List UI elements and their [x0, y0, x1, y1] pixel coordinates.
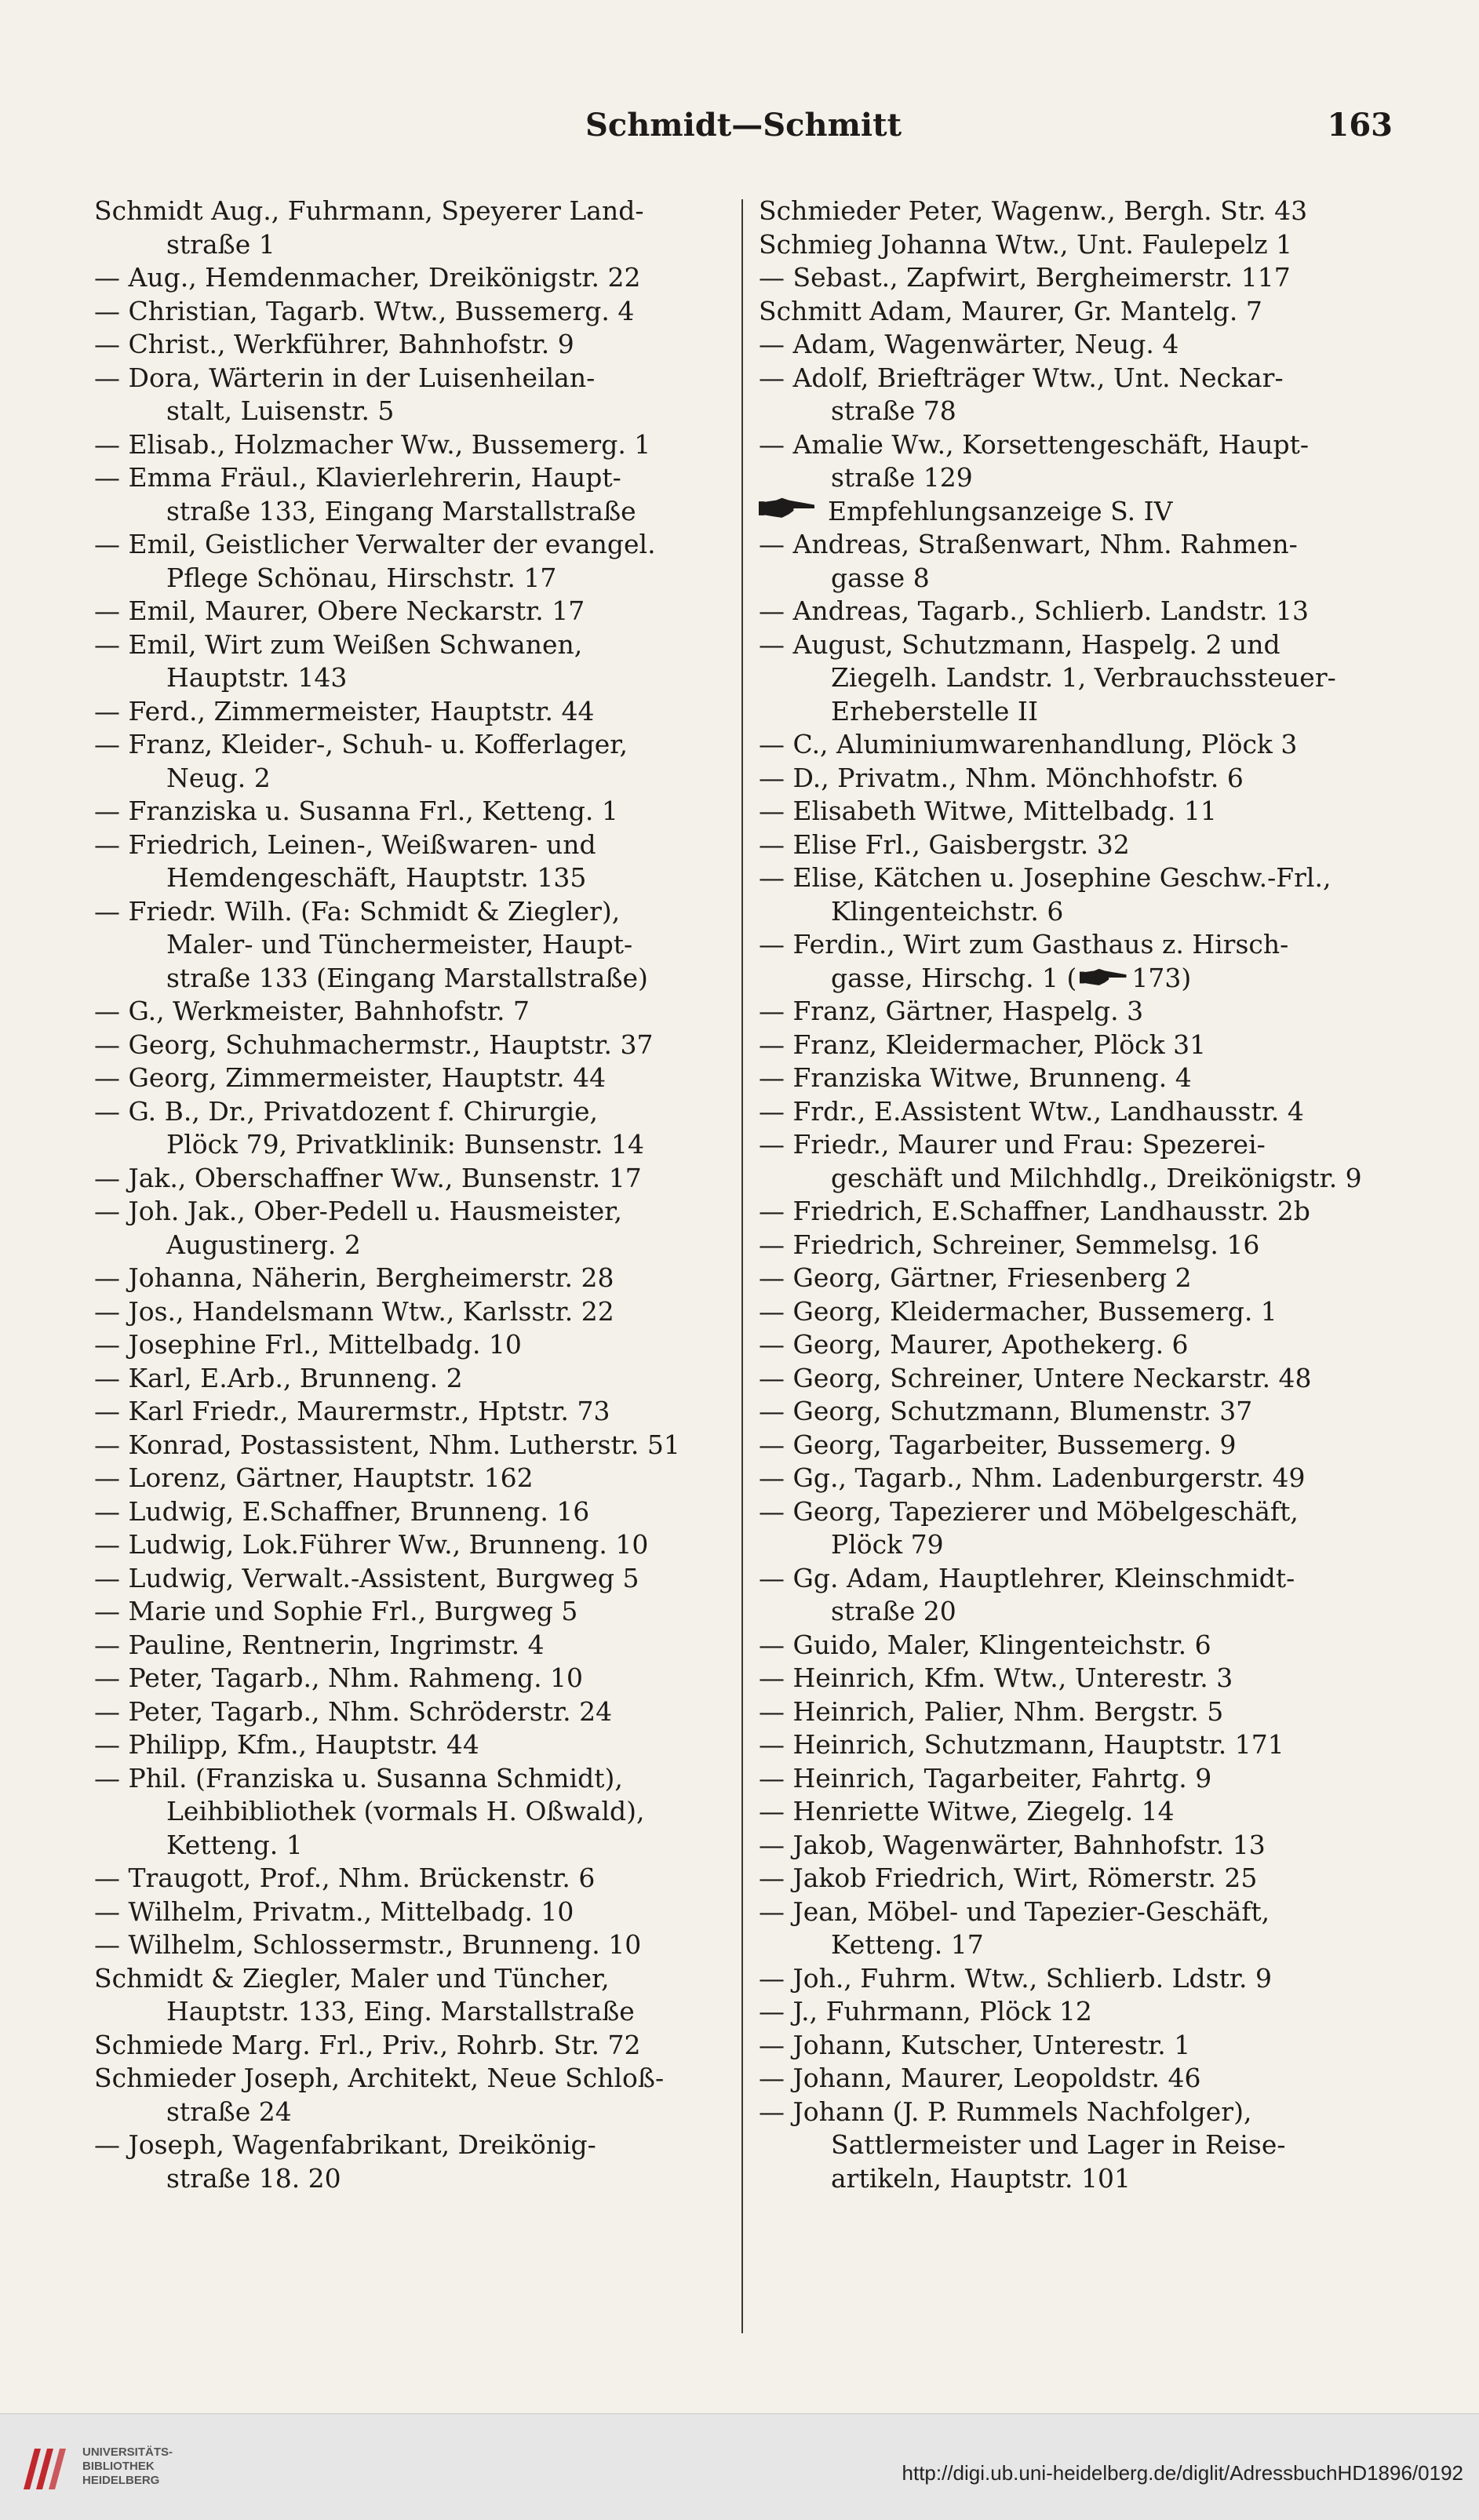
directory-entry-line: — Georg, Gärtner, Friesenberg 2 [759, 1262, 1192, 1293]
directory-entry-line: — Friedr. Wilh. (Fa: Schmidt & Ziegler), [94, 895, 621, 927]
directory-entry-line: — Georg, Zimmermeister, Hauptstr. 44 [94, 1062, 607, 1093]
directory-entry-line: Klingenteichstr. 6 [831, 895, 1064, 927]
library-name-line: UNIVERSITÄTS- [82, 2445, 173, 2459]
directory-entry-line: — Ferdin., Wirt zum Gasthaus z. Hirsch- [759, 929, 1289, 960]
directory-entry-line: — Georg, Maurer, Apothekerg. 6 [759, 1329, 1189, 1360]
directory-entry-line: Schmiede Marg. Frl., Priv., Rohrb. Str. 72 [94, 2029, 641, 2060]
column-divider [741, 199, 743, 2333]
directory-entry-line: — Dora, Wärterin in der Luisenheilan- [94, 362, 596, 393]
directory-entry-line: — Traugott, Prof., Nhm. Brückenstr. 6 [94, 1863, 596, 1893]
directory-entry-line: straße 133, Eingang Marstallstraße [166, 495, 636, 526]
directory-entry-line: Schmieg Johanna Wtw., Unt. Faulepelz 1 [759, 228, 1293, 260]
directory-entry-line: — Frdr., E.Assistent Wtw., Landhausstr. 4 [759, 1095, 1304, 1127]
directory-entry-line: straße 129 [831, 462, 973, 493]
directory-entry-line: — G. B., Dr., Privatdozent f. Chirurgie, [94, 1095, 599, 1127]
directory-entry-line: Hemdengeschäft, Hauptstr. 135 [166, 862, 587, 893]
directory-entry-line: — Amalie Ww., Korsettengeschäft, Haupt- [759, 428, 1310, 460]
directory-entry-line: — Aug., Hemdenmacher, Dreikönigstr. 22 [94, 262, 641, 293]
directory-entry-line: — Georg, Kleidermacher, Bussemerg. 1 [759, 1295, 1277, 1327]
directory-entry-line: — Adam, Wagenwärter, Neug. 4 [759, 329, 1179, 359]
entry-text: Empfehlungsanzeige S. IV [828, 495, 1173, 526]
right-column [759, 195, 1393, 2352]
directory-entry-line: — Friedrich, Schreiner, Semmelsg. 16 [759, 1229, 1260, 1260]
directory-entry-line: Maler- und Tünchermeister, Haupt- [166, 929, 633, 960]
directory-entry-line: — Peter, Tagarb., Nhm. Schröderstr. 24 [94, 1695, 613, 1727]
directory-entry-line: — Heinrich, Palier, Nhm. Bergstr. 5 [759, 1695, 1224, 1727]
directory-entry-line: — Gg. Adam, Hauptlehrer, Kleinschmidt- [759, 1562, 1295, 1593]
directory-entry-line: — Heinrich, Kfm. Wtw., Unterestr. 3 [759, 1662, 1233, 1693]
library-name [82, 2445, 173, 2488]
directory-entry-line: — Jean, Möbel- und Tapezier-Geschäft, [759, 1895, 1270, 1927]
directory-entry-line: — Elise, Kätchen u. Josephine Geschw.-Frl., [759, 862, 1331, 893]
page-header [94, 102, 1393, 149]
directory-entry-line: — Wilhelm, Schlossermstr., Brunneng. 10 [94, 1929, 642, 1960]
directory-entry-line: — Phil. (Franziska u. Susanna Schmidt), [94, 1762, 623, 1793]
directory-entry-line: — Georg, Schutzmann, Blumenstr. 37 [759, 1396, 1253, 1426]
source-url-link[interactable]: http://digi.ub.uni-heidelberg.de/diglit/AdressbuchHD1896/0192 [902, 2461, 1463, 2485]
directory-entry-line: — Franz, Kleidermacher, Plöck 31 [759, 1029, 1207, 1060]
directory-entry-line: — Christian, Tagarb. Wtw., Bussemerg. 4 [94, 295, 635, 326]
directory-entry-line: straße 1 [166, 228, 275, 260]
directory-entry-line: — Joh. Jak., Ober-Pedell u. Hausmeister, [94, 1196, 622, 1226]
directory-entry-line: Schmitt Adam, Maurer, Gr. Mantelg. 7 [759, 295, 1262, 326]
page-number: 163 [1327, 107, 1393, 144]
directory-entry-line: — Jakob Friedrich, Wirt, Römerstr. 25 [759, 1863, 1258, 1893]
directory-entry-line: Schmidt & Ziegler, Maler und Tüncher, [94, 1962, 610, 1994]
directory-entry-line: — Jakob, Wagenwärter, Bahnhofstr. 13 [759, 1829, 1266, 1860]
directory-entry-line: — Jak., Oberschaffner Ww., Bunsenstr. 17 [94, 1162, 642, 1193]
directory-entry-line: — Ferd., Zimmermeister, Hauptstr. 44 [94, 695, 595, 727]
pointing-hand-icon [759, 496, 817, 521]
directory-entry-line: Ketteng. 17 [831, 1929, 984, 1960]
directory-entry-line: Schmieder Peter, Wagenw., Bergh. Str. 43 [759, 195, 1308, 226]
directory-entry-line: — Joseph, Wagenfabrikant, Dreikönig- [94, 2129, 596, 2160]
directory-entry-line: geschäft und Milchhdlg., Dreikönigstr. 9 [831, 1162, 1362, 1193]
directory-entry-line: — Franz, Kleider-, Schuh- u. Kofferlager, [94, 729, 628, 759]
directory-entry-line: — G., Werkmeister, Bahnhofstr. 7 [94, 996, 530, 1026]
directory-entry-line: — Andreas, Straßenwart, Nhm. Rahmen- [759, 529, 1298, 559]
directory-entry-line: Plöck 79 [831, 1529, 944, 1560]
directory-entry-line: — Friedrich, Leinen-, Weißwaren- und [94, 828, 596, 860]
directory-entry-line: — Ludwig, Verwalt.-Assistent, Burgweg 5 [94, 1562, 639, 1593]
directory-entry-line: artikeln, Hauptstr. 101 [831, 2162, 1131, 2194]
directory-entry-line: — Friedrich, E.Schaffner, Landhausstr. 2b [759, 1196, 1310, 1226]
library-name-line: HEIDELBERG [82, 2474, 160, 2487]
directory-entry-line: — Johann (J. P. Rummels Nachfolger), [759, 2096, 1252, 2127]
pointing-hand-icon [1080, 963, 1128, 995]
directory-entry-line: — Heinrich, Tagarbeiter, Fahrtg. 9 [759, 1762, 1212, 1793]
directory-entry-line: — Elisabeth Witwe, Mittelbadg. 11 [759, 796, 1217, 826]
directory-entry-line: — Franz, Gärtner, Haspelg. 3 [759, 996, 1144, 1026]
directory-entry-line: — Pauline, Rentnerin, Ingrimstr. 4 [94, 1629, 545, 1660]
pointing-hand-icon [1080, 967, 1128, 988]
ub-heidelberg-logo-icon[interactable] [17, 2441, 72, 2496]
directory-entry-line: gasse 8 [831, 562, 930, 593]
directory-entry-line: — Henriette Witwe, Ziegelg. 14 [759, 1796, 1175, 1826]
directory-entry-line: — Emil, Wirt zum Weißen Schwanen, [94, 628, 583, 660]
directory-entry-line: — Gg., Tagarb., Nhm. Ladenburgerstr. 49 [759, 1462, 1306, 1493]
directory-entry-line: Plöck 79, Privatklinik: Bunsenstr. 14 [166, 1129, 644, 1160]
directory-entry-line: Pflege Schönau, Hirschstr. 17 [166, 562, 557, 593]
directory-entry-line: — Andreas, Tagarb., Schlierb. Landstr. 13 [759, 595, 1310, 626]
directory-entry-line: — Johanna, Näherin, Bergheimerstr. 28 [94, 1262, 614, 1293]
directory-entry-line: — Ludwig, E.Schaffner, Brunneng. 16 [94, 1495, 590, 1527]
directory-entry-line: — Emma Fräul., Klavierlehrerin, Haupt- [94, 462, 621, 493]
directory-entry-line: Neug. 2 [166, 762, 271, 793]
directory-entry-line: — Peter, Tagarb., Nhm. Rahmeng. 10 [94, 1662, 584, 1693]
directory-entry-line [759, 495, 1393, 529]
directory-entry-line: — Josephine Frl., Mittelbadg. 10 [94, 1329, 522, 1360]
directory-entry-line: straße 20 [831, 1596, 956, 1626]
directory-entry-line: Sattlermeister und Lager in Reise- [831, 2129, 1286, 2160]
directory-entry-line: Ziegelh. Landstr. 1, Verbrauchssteuer- [831, 662, 1336, 693]
directory-entry-line: — Christ., Werkführer, Bahnhofstr. 9 [94, 329, 574, 359]
directory-entry-line: — Karl Friedr., Maurermstr., Hptstr. 73 [94, 1396, 610, 1426]
directory-entry-line: — C., Aluminiumwarenhandlung, Plöck 3 [759, 729, 1298, 759]
directory-entry-line: — Adolf, Briefträger Wtw., Unt. Neckar- [759, 362, 1284, 393]
directory-entry-line: Erheberstelle II [831, 695, 1038, 727]
directory-entry-line [759, 962, 1393, 996]
directory-entry-line: — J., Fuhrmann, Plöck 12 [759, 1996, 1092, 2027]
directory-entry-line: — Emil, Maurer, Obere Neckarstr. 17 [94, 595, 585, 626]
directory-entry-line: stalt, Luisenstr. 5 [166, 395, 395, 426]
directory-entry-line: — Wilhelm, Privatm., Mittelbadg. 10 [94, 1895, 574, 1927]
directory-entry-line: Schmidt Aug., Fuhrmann, Speyerer Land- [94, 195, 644, 226]
directory-entry-line: straße 133 (Eingang Marstallstraße) [166, 962, 648, 993]
directory-entry-line: Augustinerg. 2 [166, 1229, 361, 1260]
directory-entry-line: — Elise Frl., Gaisbergstr. 32 [759, 828, 1130, 860]
page-title: Schmidt—Schmitt [585, 107, 902, 144]
directory-entry-line: — Emil, Geistlicher Verwalter der evangel. [94, 529, 656, 559]
left-column [94, 195, 728, 2352]
directory-entry-line: — Elisab., Holzmacher Ww., Bussemerg. 1 [94, 428, 651, 460]
directory-entry-line: Hauptstr. 133, Eing. Marstallstraße [166, 1996, 635, 2027]
directory-entry-line: — August, Schutzmann, Haspelg. 2 und [759, 628, 1280, 660]
directory-entry-line: — Ludwig, Lok.Führer Ww., Brunneng. 10 [94, 1529, 649, 1560]
directory-entry-line: — Philipp, Kfm., Hauptstr. 44 [94, 1729, 479, 1760]
entry-text-after: 173) [1131, 962, 1192, 993]
directory-entry-line: — Franziska Witwe, Brunneng. 4 [759, 1062, 1192, 1093]
directory-columns [94, 195, 1393, 2352]
directory-entry-line: straße 78 [831, 395, 956, 426]
pointing-hand-icon [759, 496, 817, 528]
directory-entry-line: Hauptstr. 143 [166, 662, 348, 693]
directory-entry-line: Schmieder Joseph, Architekt, Neue Schloß- [94, 2063, 665, 2093]
directory-entry-line: — Lorenz, Gärtner, Hauptstr. 162 [94, 1462, 534, 1493]
directory-entry-line: — Georg, Schuhmachermstr., Hauptstr. 37 [94, 1029, 654, 1060]
directory-entry-line: — Karl, E.Arb., Brunneng. 2 [94, 1362, 463, 1393]
entry-text: gasse, Hirschg. 1 ( [831, 962, 1077, 993]
directory-entry-line: — Friedr., Maurer und Frau: Spezerei- [759, 1129, 1266, 1160]
library-name-line: BIBLIOTHEK [82, 2460, 155, 2473]
directory-entry-line: — Heinrich, Schutzmann, Hauptstr. 171 [759, 1729, 1284, 1760]
directory-entry-line: Leihbibliothek (vormals H. Oßwald), [166, 1796, 645, 1826]
page-footer [0, 2413, 1479, 2520]
directory-entry-line: — Sebast., Zapfwirt, Bergheimerstr. 117 [759, 262, 1291, 293]
directory-entry-line: straße 24 [166, 2096, 292, 2127]
directory-entry-line: — Joh., Fuhrm. Wtw., Schlierb. Ldstr. 9 [759, 1962, 1272, 1994]
directory-entry-line: — Johann, Maurer, Leopoldstr. 46 [759, 2063, 1201, 2093]
directory-entry-line: — Guido, Maler, Klingenteichstr. 6 [759, 1629, 1211, 1660]
directory-entry-line: — Johann, Kutscher, Unterestr. 1 [759, 2029, 1191, 2060]
directory-entry-line: — Georg, Schreiner, Untere Neckarstr. 48 [759, 1362, 1312, 1393]
directory-entry-line: — Marie und Sophie Frl., Burgweg 5 [94, 1596, 578, 1626]
directory-entry-line: — Georg, Tagarbeiter, Bussemerg. 9 [759, 1429, 1237, 1460]
directory-entry-line: Ketteng. 1 [166, 1829, 303, 1860]
directory-entry-line: — D., Privatm., Nhm. Mönchhofstr. 6 [759, 762, 1244, 793]
directory-entry-line: — Jos., Handelsmann Wtw., Karlsstr. 22 [94, 1295, 614, 1327]
directory-entry-line: — Franziska u. Susanna Frl., Ketteng. 1 [94, 796, 618, 826]
directory-entry-line: — Konrad, Postassistent, Nhm. Lutherstr. 51 [94, 1429, 680, 1460]
directory-entry-line: straße 18. 20 [166, 2162, 341, 2194]
directory-entry-line: — Georg, Tapezierer und Möbelgeschäft, [759, 1495, 1299, 1527]
